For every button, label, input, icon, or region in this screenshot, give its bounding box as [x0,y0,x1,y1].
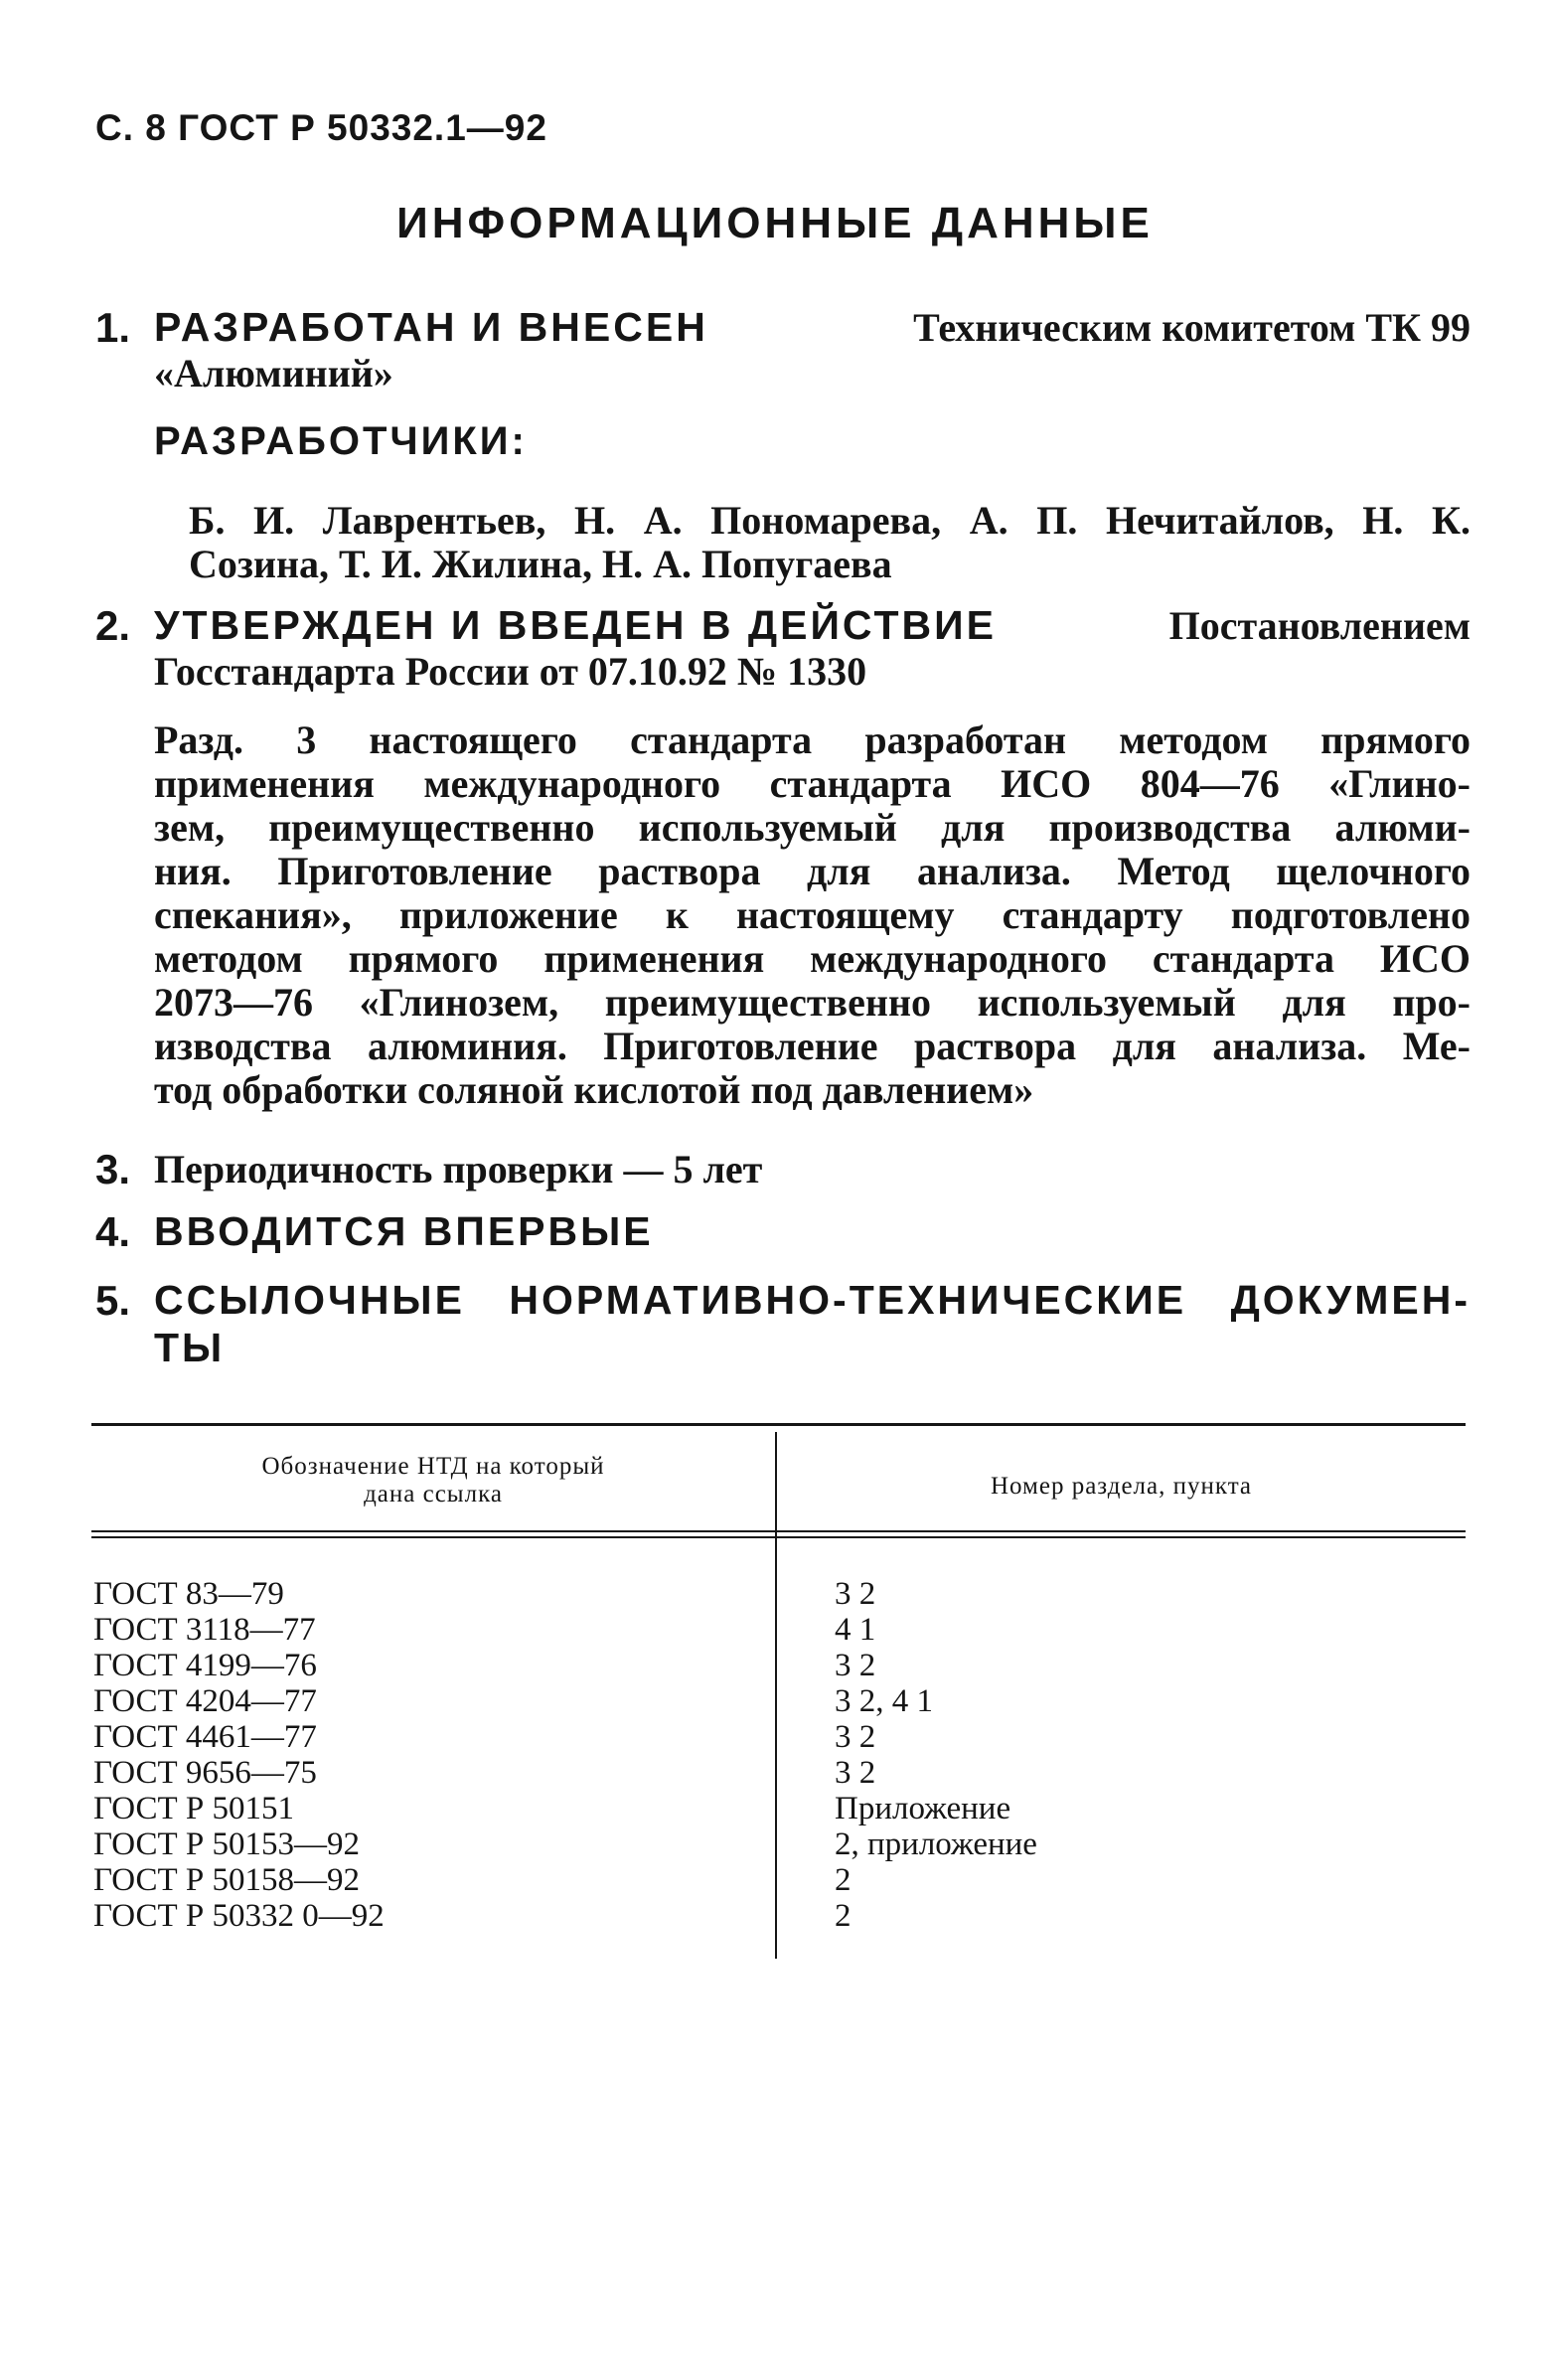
table-cell-section: 3 2 [835,1576,876,1612]
table-body-documents [93,1576,385,1934]
table-column-divider [775,1432,777,1959]
table-cell-section: 3 2 [835,1719,876,1755]
table-cell-document: ГОСТ Р 50151 [93,1791,295,1826]
table-cell-document: ГОСТ 4461—77 [93,1719,317,1755]
item-2-number: 2. [95,602,131,649]
page-header: С. 8 ГОСТ Р 50332.1—92 [95,107,547,148]
table-cell-document: ГОСТ Р 50158—92 [93,1862,361,1898]
item-3-text: Периодичность проверки — 5 лет [154,1147,763,1191]
column-header-document [91,1453,775,1508]
table-cell-document: ГОСТ 9656—75 [93,1755,317,1791]
table-cell-section: Приложение [835,1791,1011,1826]
developers-label: РАЗРАБОТЧИКИ: [154,419,528,463]
table-cell-section: 4 1 [835,1612,876,1648]
developers-line-1: Б. И. Лаврентьев, Н. А. Пономарева, А. П. Нечитайлов, Н. К. [189,498,1471,543]
paragraph-line: тод обработки соляной кислотой под давлением» [154,1067,1034,1112]
item-4-number: 4. [95,1208,131,1255]
table-cell-section: 2, приложение [835,1826,1037,1862]
paragraph-line: применения международного стандарта ИСО 804—76 «Глино- [154,761,1471,806]
item-2-text: Постановлением [1168,603,1471,648]
table-cell-document: ГОСТ 83—79 [93,1576,284,1612]
paragraph-line: зем, преимущественно используемый для производства алюми- [154,805,1471,850]
paragraph-line: ния. Приготовление раствора для анализа. Метод щелочного [154,849,1471,893]
item-1-number: 1. [95,304,131,351]
paragraph-line: спекания», приложение к настоящему стандарту подготовлено [154,892,1471,937]
item-2-heading: УТВЕРЖДЕН И ВВЕДЕН В ДЕЙСТВИЕ [154,602,997,648]
table-cell-document: ГОСТ 4199—76 [93,1648,317,1683]
item-5-line-2: ТЫ [154,1325,226,1370]
column-header-document-line-1: Обозначение НТД на который [261,1453,605,1480]
approval-paragraph [154,718,1471,1112]
item-5-line-1: ССЫЛОЧНЫЕ НОРМАТИВНО-ТЕХНИЧЕСКИЕ ДОКУМЕН- [154,1277,1471,1323]
paragraph-line: Разд. 3 настоящего стандарта разработан методом прямого [154,717,1471,762]
item-1-line-2: «Алюминий» [154,351,393,396]
item-1-text: Техническим комитетом ТК 99 [913,305,1471,350]
developers-line-2: Созина, Т. И. Жилина, Н. А. Попугаева [189,542,892,586]
item-2-line-2: Госстандарта России от 07.10.92 № 1330 [154,649,867,694]
table-top-rule [91,1423,1466,1426]
paragraph-line: методом прямого применения международного стандарта ИСО [154,936,1471,981]
table-cell-section: 3 2 [835,1648,876,1683]
table-cell-section: 3 2 [835,1755,876,1791]
column-header-document-line-2: дана ссылка [364,1481,503,1507]
paragraph-line: 2073—76 «Глинозем, преимущественно используемый для про- [154,980,1471,1025]
item-1-heading: РАЗРАБОТАН И ВНЕСЕН [154,304,708,350]
paragraph-line: изводства алюминия. Приготовление раствора для анализа. Ме- [154,1024,1471,1068]
page-title: ИНФОРМАЦИОННЫЕ ДАННЫЕ [396,199,1154,247]
table-cell-document: ГОСТ Р 50153—92 [93,1826,361,1862]
item-4-text: ВВОДИТСЯ ВПЕРВЫЕ [154,1208,654,1254]
item-5-number: 5. [95,1277,131,1324]
table-cell-document: ГОСТ 3118—77 [93,1612,316,1648]
table-cell-section: 3 2, 4 1 [835,1683,933,1719]
item-3-number: 3. [95,1146,131,1192]
table-cell-document: ГОСТ 4204—77 [93,1683,317,1719]
column-header-section: Номер раздела, пункта [990,1473,1253,1500]
table-cell-section: 2 [835,1862,852,1898]
item-2-line-1 [154,602,1471,649]
item-1-line-1 [154,304,1471,351]
table-body-sections [835,1576,1037,1934]
table-header-rule-2 [91,1536,1466,1538]
table-header-rule-1 [91,1530,1466,1532]
table-cell-section: 2 [835,1898,852,1934]
table-cell-document: ГОСТ Р 50332 0—92 [93,1898,385,1934]
